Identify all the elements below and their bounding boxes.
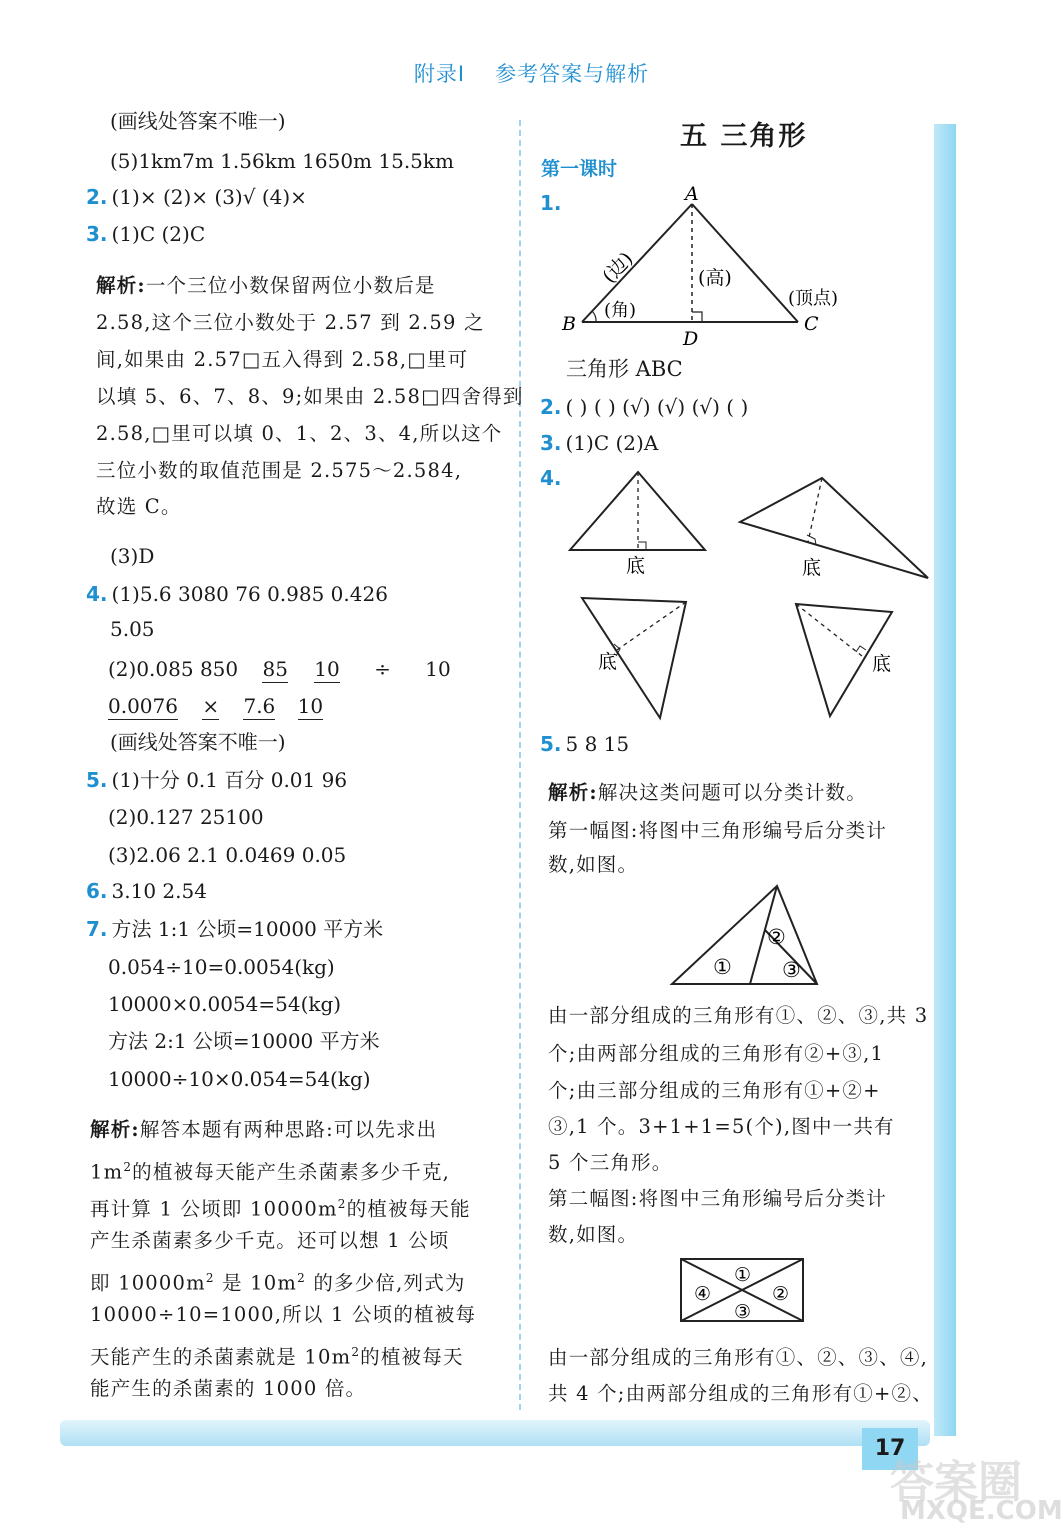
q6-answer: 3.10 2.54 — [111, 879, 207, 903]
right-angle-mark — [692, 312, 702, 322]
analysis-line — [90, 1339, 464, 1371]
analysis-line: 个;由三部分组成的三角形有①+②+ — [548, 1079, 881, 1102]
q4-text: 10 — [425, 657, 451, 681]
analysis-line: 能产生的杀菌素的 1000 倍。 — [90, 1377, 367, 1400]
analysis-line: 5 个三角形。 — [548, 1151, 673, 1174]
analysis-line — [548, 780, 867, 806]
counting-figure-1 — [664, 880, 834, 992]
analysis-text: 天能产生的杀菌素就是 10m — [90, 1345, 352, 1369]
watermark: 答案圈 — [890, 1457, 1022, 1508]
analysis-line — [90, 1191, 471, 1223]
analysis-line: 2.58,这个三位小数处于 2.57 到 2.59 之 — [96, 311, 485, 334]
analysis-line: ③,1 个。3+1+1=5(个),图中一共有 — [548, 1115, 895, 1138]
analysis-line — [90, 1265, 466, 1297]
heights-figure — [540, 460, 940, 730]
analysis-line: 产生杀菌素多少千克。还可以想 1 公顷 — [90, 1229, 450, 1252]
analysis-line: 个;由两部分组成的三角形有②+③,1 — [548, 1042, 885, 1065]
question-4 — [86, 581, 388, 607]
appendix-label: 附录Ⅰ — [413, 62, 466, 86]
note-line: (画线处答案不唯一) — [110, 730, 286, 754]
analysis-text: 一个三位小数保留两位小数后是 — [145, 274, 436, 297]
region-3-label: ③ — [734, 1301, 752, 1323]
superscript: 2 — [123, 1160, 133, 1174]
underlined-answer: 10 — [297, 694, 324, 718]
triangle-caption: 三角形 ABC — [566, 357, 683, 381]
superscript: 2 — [351, 1345, 361, 1359]
vertex-a-label: A — [685, 183, 699, 205]
superscript: 2 — [205, 1271, 215, 1285]
question-5 — [86, 767, 347, 793]
underlined-answer: × — [202, 694, 220, 718]
base-label: 底 — [872, 653, 892, 675]
analysis-line — [96, 273, 436, 299]
q-number: 3. — [86, 222, 108, 246]
answer-5: (5)1km7m 1.56km 1650m 15.5km — [110, 149, 454, 173]
question-3 — [86, 221, 205, 247]
analysis-text: 1m — [90, 1160, 124, 1184]
region-4-label: ④ — [694, 1283, 712, 1305]
question-6 — [86, 878, 207, 904]
superscript: 2 — [297, 1271, 306, 1285]
question-5 — [540, 731, 629, 757]
lesson-heading: 第一课时 — [541, 158, 618, 180]
bottom-band — [60, 1420, 930, 1446]
analysis-text: 再计算 1 公顷即 10000m — [90, 1197, 338, 1221]
analysis-line: 共 4 个;由两部分组成的三角形有①+②、 — [548, 1382, 933, 1405]
operator: ÷ — [374, 657, 391, 681]
q4-row4 — [108, 693, 323, 719]
underlined-answer: 7.6 — [243, 694, 276, 718]
answer-3-3: (3)D — [110, 544, 155, 568]
column-divider — [519, 120, 521, 1410]
q5-answer: 5 8 15 — [565, 732, 630, 756]
analysis-line: 由一部分组成的三角形有①、②、③、④, — [548, 1346, 928, 1369]
underlined-answer: 85 — [262, 657, 288, 681]
q-number: 5. — [540, 732, 562, 756]
question-7 — [86, 916, 383, 942]
analysis-text: 解决这类问题可以分类计数。 — [597, 781, 867, 804]
q-number: 2. — [86, 185, 108, 209]
underlined-answer: 10 — [314, 657, 340, 681]
q-number: 1. — [540, 191, 562, 215]
analysis-label: 解析: — [96, 274, 146, 297]
analysis-text: 的植被每天 — [360, 1345, 464, 1369]
triangle-abc-figure — [540, 180, 880, 350]
q2-answer: (1)× (2)× (3)√ (4)× — [111, 185, 307, 209]
underlined-answer: 0.0076 — [108, 694, 178, 718]
analysis-line: 10000÷10=1000,所以 1 公顷的植被每 — [90, 1303, 477, 1326]
q4-row2: 5.05 — [110, 617, 155, 641]
page-number: 17 — [862, 1428, 918, 1470]
vertex-b-label: B — [562, 313, 576, 335]
analysis-text: 是 10m — [214, 1271, 298, 1295]
analysis-line: 以填 5、6、7、8、9;如果由 2.58□四舍得到 — [96, 385, 524, 408]
analysis-line — [90, 1117, 437, 1143]
q-number: 6. — [86, 879, 108, 903]
base-label: 底 — [802, 557, 822, 579]
q7-row5: 10000÷10×0.054=54(kg) — [108, 1067, 371, 1091]
q-number: 4. — [540, 466, 562, 490]
question-2 — [540, 394, 748, 420]
watermark-url: MXQE.COM — [900, 1496, 1063, 1526]
right-angle-mark — [638, 542, 646, 550]
q7-row2: 0.054÷10=0.0054(kg) — [108, 955, 335, 979]
analysis-text: 解答本题有两种思路:可以先求出 — [139, 1118, 438, 1141]
q3-answer: (1)C (2)C — [111, 222, 206, 246]
height-line — [808, 478, 822, 542]
right-edge-band — [934, 124, 956, 1436]
analysis-line: 数,如图。 — [548, 853, 639, 876]
q5-row1: (1)十分 0.1 百分 0.01 96 — [111, 768, 348, 792]
header-title: 参考答案与解析 — [495, 62, 650, 86]
analysis-text: 的植被每天能产生杀菌素多少千克, — [132, 1160, 451, 1184]
q7-row1: 方法 1:1 公顷=10000 平方米 — [111, 917, 384, 941]
q-number: 3. — [540, 431, 562, 455]
analysis-line: 数,如图。 — [548, 1223, 639, 1246]
analysis-line: 三位小数的取值范围是 2.575～2.584, — [96, 459, 463, 482]
q5-row2: (2)0.127 25100 — [108, 805, 264, 829]
section-title: 五 三角形 — [680, 121, 808, 152]
analysis-label: 解析: — [90, 1118, 140, 1141]
base-label: 底 — [598, 651, 618, 673]
analysis-line: 第一幅图:将图中三角形编号后分类计 — [548, 819, 887, 842]
edge-label: (边) — [598, 247, 638, 288]
region-2-label: ② — [772, 1283, 790, 1305]
q-number: 2. — [540, 395, 562, 419]
analysis-line: 第二幅图:将图中三角形编号后分类计 — [548, 1187, 887, 1210]
region-1-label: ① — [713, 955, 732, 979]
q7-row4: 方法 2:1 公顷=10000 平方米 — [108, 1029, 380, 1053]
right-angle-mark — [856, 646, 866, 652]
q5-row3: (3)2.06 2.1 0.0469 0.05 — [108, 843, 347, 867]
q4-row3 — [108, 656, 451, 682]
counting-figure-2 — [678, 1256, 808, 1326]
analysis-text: 即 10000m — [90, 1271, 206, 1295]
analysis-line: 故选 C。 — [96, 495, 182, 518]
q7-row3: 10000×0.0054=54(kg) — [108, 992, 342, 1016]
note-line: (画线处答案不唯一) — [110, 109, 286, 133]
superscript: 2 — [337, 1197, 347, 1211]
height-label: (高) — [698, 267, 732, 289]
angle-label: (角) — [604, 300, 637, 321]
q3-answer: (1)C (2)A — [565, 431, 659, 455]
analysis-line: 间,如果由 2.57□五入得到 2.58,□里可 — [96, 348, 469, 371]
foot-d-label: D — [683, 328, 699, 350]
analysis-text: 的植被每天能 — [346, 1197, 471, 1221]
analysis-line: 由一部分组成的三角形有①、②、③,共 3 — [548, 1004, 929, 1027]
vertex-label: (顶点) — [788, 288, 839, 309]
region-2-label: ② — [767, 925, 786, 949]
q-number: 7. — [86, 917, 108, 941]
height-line — [614, 602, 686, 652]
height-line — [796, 604, 862, 656]
page-header — [0, 58, 1063, 88]
analysis-line — [90, 1154, 450, 1186]
analysis-text: 的多少倍,列式为 — [305, 1271, 466, 1295]
question-2 — [86, 184, 307, 210]
angle-arc — [592, 311, 596, 322]
analysis-line: 2.58,□里可以填 0、1、2、3、4,所以这个 — [96, 422, 503, 445]
q-number: 4. — [86, 582, 108, 606]
question-3 — [540, 430, 658, 456]
region-3-label: ③ — [782, 958, 801, 982]
analysis-label: 解析: — [548, 781, 598, 804]
q2-answer: ( ) ( ) (√) (√) (√) ( ) — [565, 395, 749, 419]
q4-text: (2)0.085 850 — [108, 657, 239, 681]
q-number: 5. — [86, 768, 108, 792]
vertex-c-label: C — [804, 313, 819, 335]
triangle-2 — [740, 478, 928, 578]
q4-row1: (1)5.6 3080 76 0.985 0.426 — [111, 582, 388, 606]
edge-ac — [692, 204, 798, 322]
region-1-label: ① — [734, 1264, 752, 1286]
base-label: 底 — [626, 555, 646, 577]
